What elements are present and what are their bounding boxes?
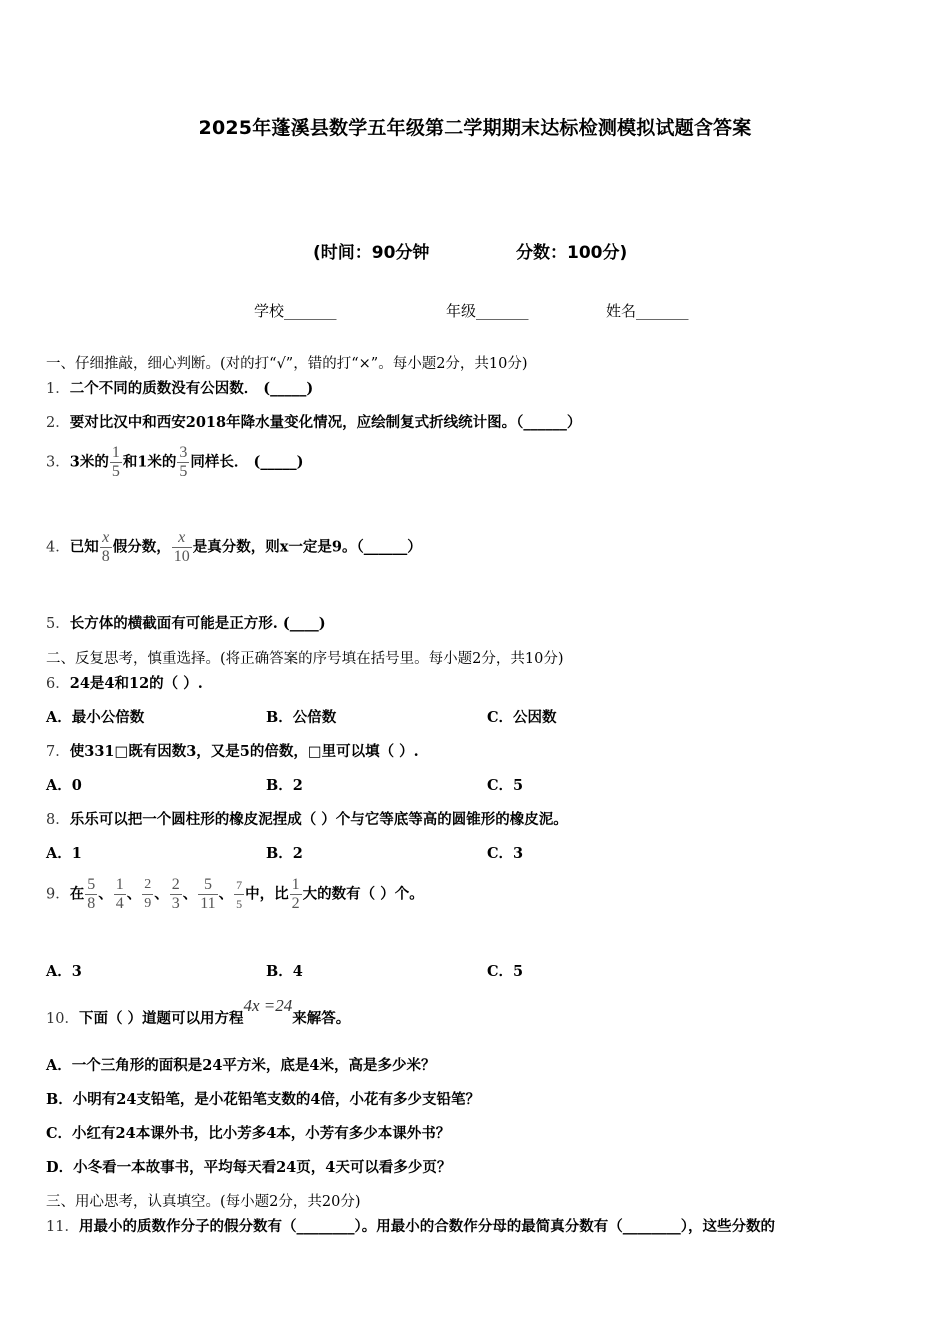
- q3-frac1-den: 5: [111, 463, 120, 480]
- fraction-7-5: [234, 876, 244, 913]
- q4-text-c: 是真分数，则x一定是9。（______）: [192, 538, 422, 556]
- q9-text-c: 大的数有（ ）个。: [302, 885, 424, 903]
- q9-frac3-den: 9: [144, 896, 152, 911]
- q9-frac6-den: 5: [234, 894, 244, 913]
- q5-text: 长方体的横截面有可能是正方形. (____): [69, 615, 326, 632]
- q9-frac4-num: 2: [171, 876, 180, 893]
- section3-heading: 三、用心思考，认真填空。(每小题2分，共20分): [46, 1194, 361, 1210]
- q8-text: 乐乐可以把一个圆柱形的橡皮泥捏成（ ）个与它等底等高的圆锥形的橡皮泥。: [69, 811, 568, 828]
- grade-field: 年级_______: [446, 302, 529, 320]
- question-2: [46, 411, 581, 432]
- q10-option-a: A．一个三角形的面积是24平方米，底是4米，高是多少米？: [46, 1057, 436, 1074]
- q9-half-den: 2: [291, 895, 300, 912]
- section2-heading: 二、反复思考，慎重选择。(将正确答案的序号填在括号里。每小题2分，共10分): [46, 651, 564, 667]
- question-9: [46, 876, 424, 913]
- q9-frac2-den: 4: [115, 895, 124, 912]
- q9-sep: 、: [154, 885, 169, 903]
- q9-number: 9．: [46, 886, 70, 903]
- q9-frac5-num: 5: [203, 876, 212, 893]
- q9-frac5-den: 11: [200, 895, 216, 912]
- q3-text-a: 3米的: [69, 453, 109, 471]
- question-8: [46, 808, 568, 829]
- exam-time: (时间：90分钟: [313, 243, 430, 263]
- q9-sep: 、: [182, 885, 198, 903]
- q7-option-a: A．0: [46, 777, 82, 794]
- school-field: 学校_______: [254, 302, 337, 320]
- question-5: [46, 612, 326, 633]
- question-6: [46, 672, 203, 693]
- q8-option-a: A．1: [46, 845, 82, 862]
- q3-frac2-den: 5: [179, 463, 188, 480]
- question-4: [46, 529, 422, 566]
- q10-option-d: D．小冬看一本故事书，平均每天看24页，4天可以看多少页？: [46, 1159, 452, 1176]
- q10-option-c: C．小红有24本课外书，比小芳多4本，小芳有多少本课外书？: [46, 1125, 451, 1142]
- q4-number: 4．: [46, 539, 70, 556]
- fraction-5-8: [85, 876, 97, 913]
- q10-text-b: 来解答。: [292, 1010, 351, 1027]
- q9-frac3-num: 2: [144, 877, 152, 892]
- q4-frac1-num: x: [102, 529, 110, 546]
- fraction-5-11: [198, 876, 217, 913]
- fraction-2-9: [142, 876, 153, 913]
- q9-frac4-den: 3: [171, 895, 180, 912]
- q10-number: 10．: [46, 1011, 79, 1027]
- q10-option-b: B．小明有24支铅笔，是小花铅笔支数的4倍，小花有多少支铅笔？: [46, 1091, 481, 1108]
- q3-frac1-num: 1: [111, 444, 120, 461]
- equation-4x-24: 4x =24: [243, 996, 293, 1015]
- q9-sep: 、: [126, 885, 142, 903]
- q4-text-b: 假分数，: [112, 538, 171, 556]
- fraction-one-half: [290, 876, 302, 913]
- question-3: [46, 444, 303, 481]
- exam-score: 分数：100分): [516, 243, 628, 263]
- q4-frac2-den: 10: [173, 548, 190, 565]
- q9-sep: 、: [98, 885, 113, 903]
- fraction-one-fifth: [110, 444, 122, 481]
- question-10: [46, 996, 351, 1028]
- q4-frac1-den: 8: [101, 548, 110, 565]
- q2-number-label: 2．: [46, 415, 70, 431]
- q3-text-c: 同样长． (_____): [190, 453, 304, 471]
- q8-option-c: C．3: [487, 845, 524, 862]
- q1-text: 二个不同的质数没有公因数． (_____): [69, 380, 314, 397]
- q9-option-b: B．4: [266, 963, 303, 980]
- q6-text: 24是4和12的（ ）.: [69, 675, 203, 692]
- fraction-1-4: [114, 876, 126, 913]
- q7-text: 使331□既有因数3，又是5的倍数，□里可以填（ ）.: [69, 743, 419, 760]
- q10-text-a: 下面（ ）道题可以用方程: [78, 1010, 244, 1027]
- q1-number: 1．: [46, 381, 70, 397]
- question-1: [46, 377, 313, 398]
- fraction-three-fifths: [177, 444, 189, 481]
- q6-number: 6．: [46, 676, 70, 692]
- q3-frac2-num: 3: [179, 444, 188, 461]
- q9-half-num: 1: [291, 876, 300, 893]
- q9-text-b: 中，比: [245, 885, 289, 903]
- page-title: 2025年蓬溪县数学五年级第二学期期末达标检测模拟试题含答案: [198, 117, 752, 139]
- q7-option-c: C．5: [487, 777, 524, 794]
- fraction-x-over-10: [172, 529, 192, 566]
- q6-option-b: B．公倍数: [266, 709, 337, 726]
- q3-number: 3．: [46, 454, 70, 471]
- q9-sep: 、: [218, 885, 234, 903]
- q4-text-a: 已知: [69, 538, 99, 556]
- q11-text: 用最小的质数作分子的假分数有（________）。用最小的合数作分母的最简真分数有（________），这些分数的: [78, 1218, 775, 1235]
- q5-number: 5．: [46, 616, 70, 632]
- section1-heading: 一、仔细推敲，细心判断。(对的打“√”，错的打“×”。每小题2分，共10分): [46, 356, 528, 372]
- q2-text: 要对比汉中和西安2018年降水量变化情况，应绘制复式折线统计图。（______）: [69, 414, 582, 431]
- question-7: [46, 740, 419, 761]
- name-field: 姓名_______: [606, 302, 689, 320]
- q9-option-c: C．5: [487, 963, 524, 980]
- q9-text-a: 在: [69, 885, 85, 903]
- q6-option-c: C．公因数: [487, 709, 557, 726]
- q9-frac1-num: 5: [87, 876, 96, 893]
- q9-frac1-den: 8: [87, 895, 96, 912]
- q9-frac6-num: 7: [236, 878, 243, 892]
- q6-option-a: A．最小公倍数: [46, 709, 145, 726]
- q8-number: 8．: [46, 812, 70, 828]
- question-11: [46, 1215, 775, 1236]
- fraction-2-3: [170, 876, 182, 913]
- q3-text-b: 和1米的: [122, 453, 177, 471]
- q8-option-b: B．2: [266, 845, 303, 862]
- q9-option-a: A．3: [46, 963, 82, 980]
- q7-number: 7．: [46, 744, 70, 760]
- fraction-x-over-8: [100, 529, 112, 566]
- q11-number: 11．: [46, 1219, 79, 1235]
- q9-frac2-num: 1: [115, 876, 124, 893]
- q4-frac2-num: x: [178, 529, 186, 546]
- q7-option-b: B．2: [266, 777, 303, 794]
